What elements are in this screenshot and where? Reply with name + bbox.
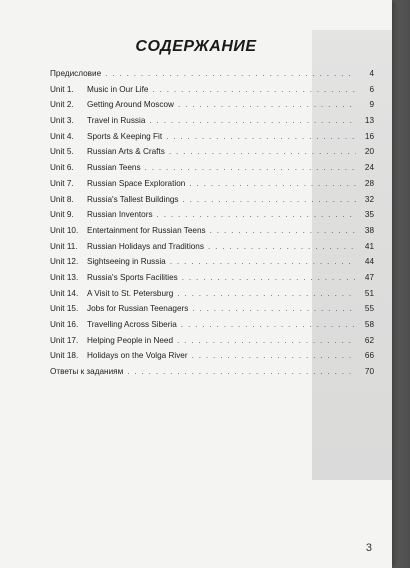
toc-entry-page: 24 xyxy=(364,163,374,173)
dot-leader xyxy=(182,270,356,286)
toc-entry xyxy=(50,207,374,223)
toc-entry-title: Entertainment for Russian Teens xyxy=(87,225,206,235)
dot-leader xyxy=(170,254,356,270)
toc-entry-page: 41 xyxy=(364,241,374,251)
toc-entry-page: 9 xyxy=(369,100,374,110)
toc-entry-title: Russian Inventors xyxy=(87,210,153,220)
toc-entry-title: Travel in Russia xyxy=(87,116,146,126)
dot-leader xyxy=(181,317,356,333)
toc-entry-unit: Unit 14. xyxy=(50,288,79,298)
toc-entry-page: 16 xyxy=(364,131,374,141)
toc-entry-page: 55 xyxy=(364,304,374,314)
toc-entry xyxy=(50,82,374,98)
toc-entry-title: Holidays on the Volga River xyxy=(87,351,188,361)
dot-leader xyxy=(208,239,356,255)
dot-leader xyxy=(183,192,356,208)
dot-leader xyxy=(169,144,356,160)
toc-entry-unit: Unit 5. xyxy=(50,147,74,157)
toc-entry-title: Russian Space Exploration xyxy=(87,178,186,188)
toc-entry-unit: Unit 16. xyxy=(50,320,79,329)
toc-entry xyxy=(50,223,374,239)
toc-entry-unit: Unit 4. xyxy=(50,131,74,141)
toc-entry-page: 28 xyxy=(364,178,374,188)
toc-entry-page: 20 xyxy=(364,147,374,157)
dot-leader xyxy=(166,129,356,145)
toc-entry xyxy=(50,176,374,192)
toc-entry-unit: Unit 3. xyxy=(50,116,74,126)
dot-leader xyxy=(127,364,356,380)
toc-entry-unit: Unit 8. xyxy=(50,194,74,204)
toc-entry-title: A Visit to St. Petersburg xyxy=(87,288,174,298)
toc-entry xyxy=(50,286,374,302)
toc-entry-unit: Unit 1. xyxy=(50,84,74,94)
toc-entry-page: 13 xyxy=(364,116,374,126)
toc-entry xyxy=(50,254,374,270)
toc-entry-page: 62 xyxy=(364,335,374,345)
toc-entry-unit: Unit 6. xyxy=(50,163,74,173)
toc-entry-title: Sightseeing in Russia xyxy=(87,257,166,267)
toc-entry-page: 58 xyxy=(364,320,374,329)
toc-entry-title: Russian Teens xyxy=(87,163,141,173)
dot-leader xyxy=(210,223,356,239)
toc-entry-title: Sports & Keeping Fit xyxy=(87,131,163,141)
toc-entry-page: 44 xyxy=(364,257,374,267)
toc-entry-unit: Unit 11. xyxy=(50,241,78,251)
toc-entry xyxy=(50,144,374,160)
toc-entry-title: Russia's Tallest Buildings xyxy=(87,194,179,204)
toc-entry-unit: Unit 10. xyxy=(50,225,79,235)
toc-entry-unit: Unit 18. xyxy=(50,351,79,361)
toc-entry xyxy=(50,270,374,286)
dot-leader xyxy=(145,160,356,176)
toc-entry xyxy=(50,333,374,349)
toc-entry xyxy=(50,192,374,208)
toc-entry-title: Предисловие xyxy=(50,69,102,78)
toc-entry-page: 4 xyxy=(369,69,374,78)
toc-entry-title: Russia's Sports Facilities xyxy=(87,272,178,282)
toc-entry xyxy=(50,301,374,317)
toc-entry-unit: Unit 17. xyxy=(50,335,79,345)
dot-leader xyxy=(157,207,356,223)
toc-entry-unit: Unit 7. xyxy=(50,178,74,188)
toc-entry xyxy=(50,239,374,255)
toc-entry xyxy=(50,113,374,129)
dot-leader xyxy=(149,113,356,129)
toc-entry-title: Helping People in Need xyxy=(87,335,174,345)
toc-entry xyxy=(50,160,374,176)
toc-entry-unit: Unit 15. xyxy=(50,304,79,314)
toc-entry xyxy=(50,364,374,380)
toc-entry-title: Travelling Across Siberia xyxy=(87,320,177,329)
toc-entry-unit: Unit 2. xyxy=(50,100,74,110)
toc-entry xyxy=(50,66,374,82)
page-title: СОДЕРЖАНИЕ xyxy=(135,38,257,55)
toc-entry-title: Getting Around Moscow xyxy=(87,100,174,110)
toc-entry-unit: Unit 12. xyxy=(50,257,79,267)
dot-leader xyxy=(189,176,356,192)
toc-entry-title: Music in Our Life xyxy=(87,84,149,94)
toc-entry-page: 47 xyxy=(364,272,374,282)
dot-leader xyxy=(192,348,356,364)
toc-entry-page: 32 xyxy=(364,194,374,204)
dot-leader xyxy=(178,97,356,113)
dot-leader xyxy=(105,66,356,82)
toc-entry-title: Russian Holidays and Traditions xyxy=(87,241,204,251)
toc-entry-page: 38 xyxy=(364,225,374,235)
toc-entry-page: 51 xyxy=(364,288,374,298)
dot-leader xyxy=(192,301,356,317)
dot-leader xyxy=(177,333,356,349)
toc-entry-title: Ответы к заданиям xyxy=(50,367,124,377)
toc-entry-title: Russian Arts & Crafts xyxy=(87,147,165,157)
toc-entry-unit: Unit 9. xyxy=(50,210,74,220)
toc-entry-page: 6 xyxy=(369,84,374,94)
toc-entry xyxy=(50,129,374,145)
dot-leader xyxy=(152,82,356,98)
toc-entry xyxy=(50,348,374,364)
toc-entry-title: Jobs for Russian Teenagers xyxy=(87,304,189,314)
table-of-contents xyxy=(50,66,374,380)
toc-entry-page: 35 xyxy=(364,210,374,220)
page-number: 3 xyxy=(365,542,372,554)
dot-leader xyxy=(177,286,356,302)
toc-entry xyxy=(50,317,374,333)
toc-entry-page: 66 xyxy=(364,351,374,361)
toc-entry-page: 70 xyxy=(364,367,374,377)
toc-entry xyxy=(50,97,374,113)
toc-entry-unit: Unit 13. xyxy=(50,272,79,282)
